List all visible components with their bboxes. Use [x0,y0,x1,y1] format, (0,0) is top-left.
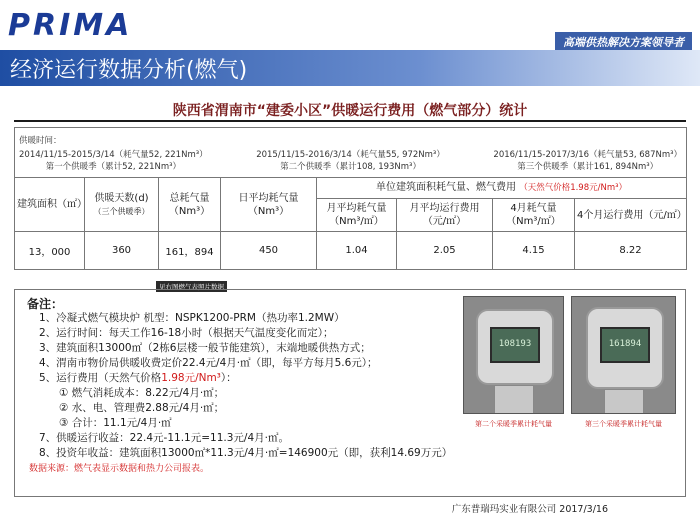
note-item-suffix: ）： [220,372,237,384]
value-four-month-cost: 8.22 [575,232,687,270]
period-dates: 2015/11/15-2016/3/14（耗气量55, 972Nm³） [256,149,445,160]
notes-heading: 备注： [27,297,64,311]
value-days: 360 [85,232,159,270]
brand-logo: PRIMA [8,8,133,43]
photo-caption-left: 第二个采暖季累计耗气量 [475,420,552,428]
period-dates: 2016/11/15-2017/3/16（耗气量53, 687Nm³） [493,149,683,160]
note-item-prefix: 5、运行费用（天然气价格 [39,372,162,384]
note-item: 1、冷凝式燃气模块炉 机型：NSPK1200-PRM（热功率1.2MW） [39,312,345,324]
gas-price-note: （天然气价格1.98元/Nm³） [519,183,628,193]
period-1 [19,148,208,172]
value-monthly-cost: 2.05 [397,232,493,270]
report-title: 陕西省渭南市“建委小区”供暖运行费用（燃气部分）统计 [172,103,528,119]
period-heading: 供暖时间： [19,135,62,146]
page-title: 经济运行数据分析(燃气) [10,58,248,83]
meter-reading: 161894 [608,338,642,349]
gas-meter-photo-left [463,296,564,414]
value-monthly-gas: 1.04 [317,232,397,270]
footer-company-date: 广东普瑞玛实业有限公司 2017/3/16 [451,504,608,515]
meter-screen [600,327,650,363]
header-monthly-gas: 月平均耗气量（Nm³/㎡） [317,199,397,232]
photo-caption-right: 第三个采暖季累计耗气量 [585,420,662,428]
value-daily-gas: 450 [221,232,317,270]
gas-meter-photo-right [571,296,676,414]
notes-panel [14,289,686,497]
note-item [39,372,237,384]
value-total-gas: 161，894 [159,232,221,270]
note-subitem: ① 燃气消耗成本：8.22元/4月·㎡； [59,387,225,399]
pipe [494,385,534,414]
period-dates: 2014/11/15-2015/3/14（耗气量52, 221Nm³） [19,149,208,160]
note-item: 4、渭南市物价局供暖收费定价22.4元/4月·㎡（即，每平方每月5.6元）； [39,357,378,369]
title-divider [14,120,686,122]
period-2 [256,148,445,172]
pipe [604,389,644,414]
note-item: 2、运行时间：每天工作16-18小时（根据天气温度变化而定）； [39,327,334,339]
photo-reference-tag: 见右图燃气表照片数据 [156,281,227,292]
meter-screen [490,327,540,363]
value-area: 13，000 [15,232,85,270]
unit-group-label: 单位建筑面积耗气量、燃气费用 [376,182,516,193]
period-label: 第三个供暖季（累计161, 894Nm³） [517,161,659,172]
period-label: 第一个供暖季（累计52, 221Nm³） [45,161,182,172]
data-source: 数据来源：燃气表显示数据和热力公司报表。 [29,464,210,474]
statistics-table [14,127,687,270]
note-subitem: ③ 合计：11.1元/4月·㎡ [59,417,172,429]
header-days-sub: （三个供暖季） [93,206,150,216]
period-label: 第二个供暖季（累计108, 193Nm³） [280,161,421,172]
heating-periods [15,128,687,178]
header-monthly-cost: 月平均运行费用（元/㎡） [397,199,493,232]
period-3 [493,148,682,172]
header-daily-gas: 日平均耗气量（Nm³） [221,178,317,232]
header-area: 建筑面积（㎡） [15,178,85,232]
header-four-month-cost: 4个月运行费用（元/㎡） [575,199,687,232]
gas-price-highlight: 1.98元/Nm³ [161,372,221,384]
note-item: 3、建筑面积13000㎡（2栋6层楼一般节能建筑），末端地暖供热方式； [39,342,371,354]
value-april-gas: 4.15 [493,232,575,270]
note-item: 8、投资年收益：建筑面积13000㎡*11.3元/4月·㎡=146900元（即，获利14.69万元） [39,447,453,459]
slogan: 高端供热解决方案领导者 [555,32,692,52]
meter-reading: 108193 [498,338,532,349]
header [0,0,700,50]
note-subitem: ② 水、电、管理费2.88元/4月·㎡； [59,402,225,414]
header-total-gas: 总耗气量（Nm³） [159,178,221,232]
note-item: 7、供暖运行收益：22.4元-11.1元=11.3元/4月·㎡。 [39,432,289,444]
header-days-label: 供暖天数(d) [94,192,149,204]
header-unit-group [317,178,687,199]
header-april-gas: 4月耗气量（Nm³/㎡） [493,199,575,232]
header-days [85,178,159,232]
title-bar [0,50,700,86]
